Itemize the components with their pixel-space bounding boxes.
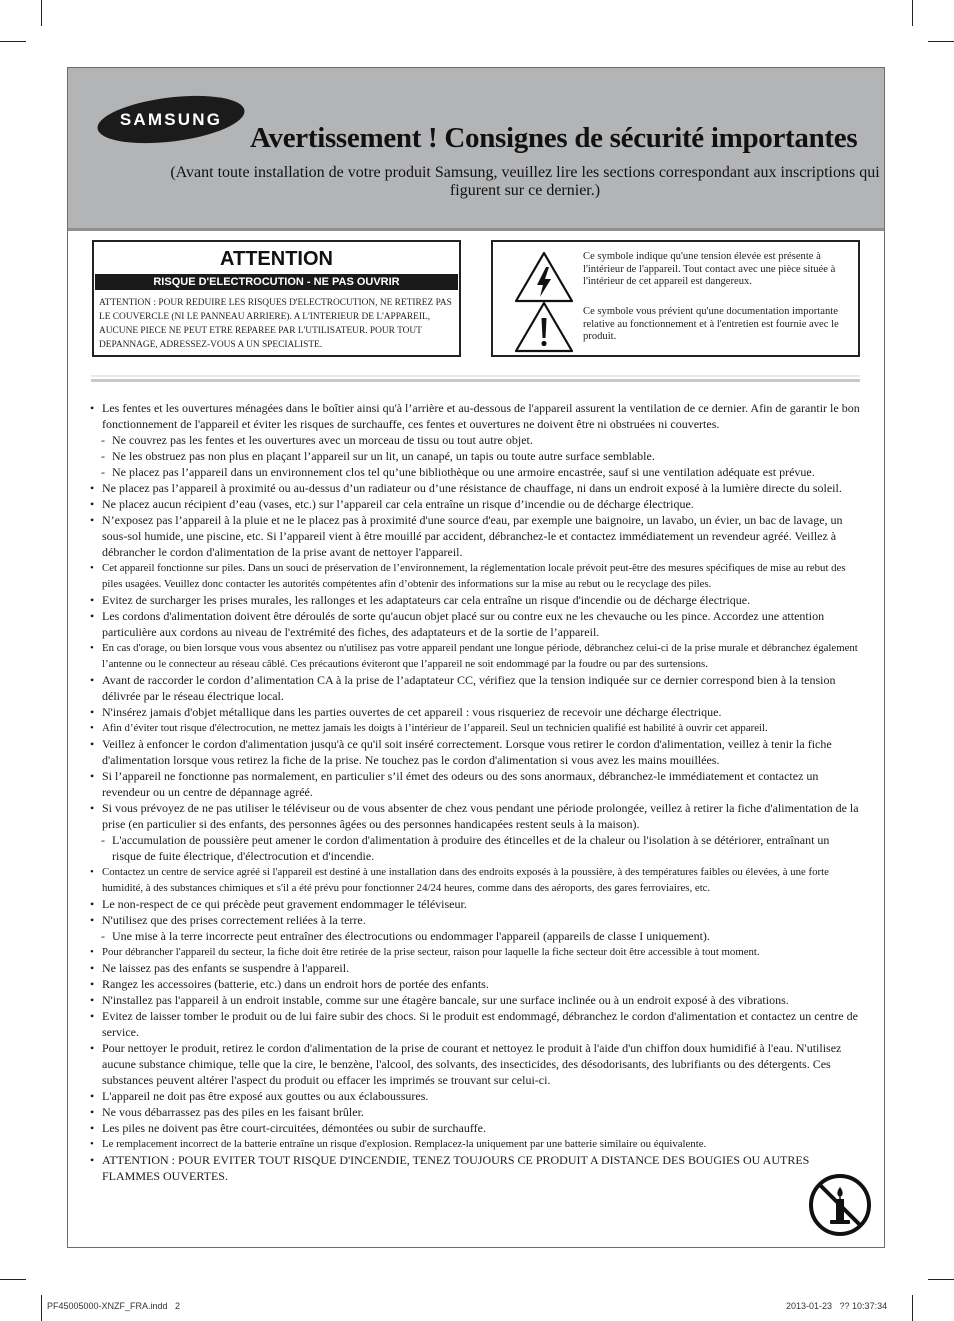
list-item-text: Ne placez aucun récipient d’eau (vases, etc.) sur l’appareil car cela entraîne un risque d’incendie ou de décharge électrique. [102,497,694,511]
list-item-text: Les cordons d'alimentation doivent être déroulés de sorte qu'aucun objet placé sur ou contre eux ne les chevauche ou les pince. Accordez une attention particulière aux cordons au niveau de l'extrémité des fiches, des adaptateurs et de la sortie de l’appareil. [102,609,825,639]
list-item-text: Ne les obstruez pas non plus en plaçant l’appareil sur un lit, un canapé, un tapis ou toute autre surface semblable. [112,449,655,463]
bullet-marker: • [90,737,95,751]
list-item [88,768,860,800]
sub-list-item [88,464,860,480]
list-item-text: En cas d'orage, ou bien lorsque vous vous absentez ou n'utilisez pas votre appareil pendant une longue période, débranchez celui-ci de la prise murale et débranchez également l’antenne ou le connecteur au réseau câblé. Ces précautions éviteront que l’appareil ne soit endommagé par la foudre ou par des surtensions. [102,642,858,670]
list-item-text: Afin d’éviter tout risque d'électrocution, ne mettez jamais les doigts à l’intérieur de l’appareil. Seul un technicien qualifié est habilité à ouvrir cet appareil. [102,722,768,734]
list-item-text: Evitez de laisser tomber le produit ou de lui faire subir des chocs. Si le produit est endommagé, débranchez le cordon d'alimentation et contactez un centre de service. [102,1009,858,1039]
list-item-text: Ne couvrez pas les fentes et les ouvertures avec un morceau de tissu ou tout autre objet. [112,433,533,447]
crop-mark [912,0,913,26]
list-item-text: Pour débrancher l'appareil du secteur, la fiche doit être retirée de la prise secteur, raison pour laquelle la fiche secteur doit être accessible à tout moment. [102,946,760,958]
bullet-marker: • [90,866,94,878]
crop-mark [41,1295,42,1321]
list-item [88,640,860,672]
list-item [88,1136,860,1152]
list-item-text: L'accumulation de poussière peut amener le cordon d'alimentation à produire des étincelles et de la chaleur ou l'isolation à se détériorer, entraînant un risque de fuite électrique, d'électrocution et d'incendie. [112,833,830,863]
list-item-text: Le remplacement incorrect de la batterie entraîne un risque d'explosion. Remplacez-la uniquement par une batterie similaire ou équivalente. [102,1138,707,1150]
attention-body: ATTENTION : POUR REDUIRE LES RISQUES D'ELECTROCUTION, NE RETIREZ PAS LE COUVERCLE (NI LE PANNEAU ARRIERE). A L'INTERIEUR DE L'APPAREIL, AUCUNE PIECE NE PEUT ETRE REPAREE PAR L'UTILISATEUR. POUR TOUT DEPANNAGE, ADRESSEZ-VOUS A UN SPECIALISTE. [99,298,452,350]
exclamation-warning-icon [513,300,575,354]
sub-list-item [88,832,860,864]
sub-list-item [88,432,860,448]
bullet-marker: • [90,1041,95,1055]
list-item [88,800,860,832]
page-title: Avertissement ! Consignes de sécurité importantes [250,122,858,154]
bullet-marker: • [90,562,94,574]
crop-mark [41,0,42,26]
crop-mark [0,1279,26,1280]
list-item-text: N'utilisez que des prises correctement reliées à la terre. [102,913,366,927]
list-item [88,976,860,992]
list-item [88,912,860,928]
crop-mark [912,1295,913,1321]
list-item [88,608,860,640]
bullet-marker: • [90,897,95,911]
bullet-marker: • [90,481,95,495]
bullet-marker: • [90,705,95,719]
lightning-warning-icon [513,250,575,304]
list-item [88,944,860,960]
crop-mark [928,41,954,42]
logo-text: SAMSUNG [119,110,223,129]
crop-mark [0,41,26,42]
list-item-text: Avant de raccorder le cordon d’alimentation CA à la prise de l’adaptateur CC, vérifiez que la tension indiquée sur ce dernier correspond bien à la tension délivrée par le réseau électrique local. [102,673,836,703]
safety-instructions [88,400,860,1184]
list-item [88,896,860,912]
list-item-text: Evitez de surcharger les prises murales, les rallonges et les adaptateurs car cela entraîne un risque d'incendie ou de décharge électrique. [102,593,751,607]
documentation-symbol-text: Ce symbole vous prévient qu'une documentation importante relative au fonctionnement et à l'entretien est fournie avec le produit. [583,306,839,342]
samsung-logo [96,94,246,145]
voltage-symbol-text: Ce symbole indique qu'une tension élevée est présente à l'intérieur de l'appareil. Tout contact avec une pièce située à l'intérieur de cet appareil est dangereux. [583,251,836,287]
list-item-text: Les piles ne doivent pas être court-circuitées, démontées ou subir de surchauffe. [102,1121,486,1135]
symbol-box [491,240,860,357]
list-item-text: Ne vous débarrassez pas des piles en les faisant brûler. [102,1105,364,1119]
list-item-text: Ne laissez pas des enfants se suspendre à l'appareil. [102,961,350,975]
bullet-marker: • [90,801,95,815]
list-item [88,736,860,768]
list-item-text: Si vous prévoyez de ne pas utiliser le téléviseur ou de vous absenter de chez vous pendant une période prolongée, veillez à retirer la fiche d'alimentation de la prise (en particulier si des enfants, des personnes âgées ou des personnes handicapées restent seuls à la maison). [102,801,859,831]
bullet-marker: • [90,609,95,623]
footer-filename: PF45005000-XNZF_FRA.indd 2 [47,1301,181,1311]
list-item [88,672,860,704]
header-rule [68,228,884,231]
bullet-marker: • [90,1121,95,1135]
list-item-text: Cet appareil fonctionne sur piles. Dans un souci de préservation de l’environnement, la réglementation locale prévoit peut-être des mesures spécifiques de mise au rebut des piles usagées. Veuillez donc contacter les autorités compétentes afin d’obtenir des informations sur la mise au rebut ou le recyclage des piles. [102,562,846,590]
bullet-marker: • [90,1089,95,1103]
bullet-marker: • [90,401,95,415]
bullet-marker: • [90,1009,95,1023]
list-item-text: Le non-respect de ce qui précède peut gravement endommager le téléviseur. [102,897,467,911]
dash-marker: - [101,449,105,463]
list-item-text: L'appareil ne doit pas être exposé aux gouttes ou aux éclaboussures. [102,1089,429,1103]
sub-list-item [88,928,860,944]
bullet-marker: • [90,769,95,783]
list-item-text: Rangez les accessoires (batterie, etc.) dans un endroit hors de portée des enfants. [102,977,489,991]
bullet-marker: • [90,913,95,927]
list-item-text: Si l’appareil ne fonctionne pas normalement, en particulier s’il émet des odeurs ou des sons anormaux, débranchez-le immédiatement et contactez un revendeur ou un centre de dépannage agréé. [102,769,819,799]
list-item [88,512,860,560]
bullet-marker: • [90,1138,94,1150]
list-item [88,864,860,896]
no-candle-icon [808,1173,872,1237]
list-item [88,480,860,496]
bullet-marker: • [90,961,95,975]
dash-marker: - [101,833,105,847]
list-item-text: Contactez un centre de service agréé si l'appareil est destiné à une installation dans des endroits exposés à la poussière, à des températures faibles ou élevées, à une forte humidité, à des substances chimiques et s'il a été prévu pour fonctionner 24/24 heures, comme dans des aéroports, des gares ferroviaires, etc. [102,866,829,894]
sub-list-item [88,448,860,464]
attention-box [92,240,461,357]
bullet-marker: • [90,642,94,654]
list-item-text: N’exposez pas l’appareil à la pluie et ne le placez pas à proximité d'une source d'eau, par exemple une baignoire, un lavabo, un évier, un bac de lavage, un sous-sol humide, une piscine, etc. Si l’appareil vient à être mouillé par accident, débranchez-le et contactez immédiatement un revendeur agréé. Veillez à débrancher le cordon d'alimentation de la prise avant de nettoyer l'appareil. [102,513,843,559]
list-item [88,1040,860,1088]
dash-marker: - [101,465,105,479]
list-item-text: Veillez à enfoncer le cordon d'alimentation jusqu'à ce qu'il soit inséré correctement. Lorsque vous retirer le cordon d'alimentation, veillez à tenir la fiche d'alimentation lorsque vous retirez la fiche de la prise. Ne touchez pas le cordon d'alimentation si vous avez les mains mouillées. [102,737,832,767]
bullet-marker: • [90,1105,95,1119]
attention-banner: RISQUE D'ELECTROCUTION - NE PAS OUVRIR [95,274,458,290]
dash-marker: - [101,929,105,943]
list-item-text: ATTENTION : POUR EVITER TOUT RISQUE D'INCENDIE, TENEZ TOUJOURS CE PRODUIT A DISTANCE DES BOUGIES OU AUTRES FLAMMES OUVERTES. [102,1153,810,1183]
section-divider [91,375,860,385]
list-item-text: Ne placez pas l’appareil à proximité ou au-dessus d’un radiateur ou d’une résistance de chauffage, ni dans un endroit exposé à la lumière directe du soleil. [102,481,842,495]
list-item [88,992,860,1008]
list-item [88,1152,860,1184]
list-item [88,1088,860,1104]
list-item [88,1104,860,1120]
attention-title: ATTENTION [220,248,333,270]
list-item [88,592,860,608]
list-item [88,960,860,976]
page-subtitle: (Avant toute installation de votre produit Samsung, veuillez lire les sections correspondant aux inscriptions qui figurent sur ce dernier.) [170,164,880,199]
bullet-marker: • [90,1153,95,1167]
list-item [88,400,860,432]
bullet-marker: • [90,977,95,991]
list-item-text: N'installez pas l'appareil à un endroit instable, comme sur une étagère bancale, sur une surface inclinée ou à un endroit exposé à des vibrations. [102,993,789,1007]
bullet-marker: • [90,497,95,511]
crop-mark [928,1279,954,1280]
footer-timestamp: 2013-01-23 ?? 10:37:34 [786,1301,888,1311]
list-item-text: N'insérez jamais d'objet métallique dans les parties ouvertes de cet appareil : vous risqueriez de recevoir une décharge électrique. [102,705,722,719]
bullet-marker: • [90,513,95,527]
dash-marker: - [101,433,105,447]
bullet-marker: • [90,722,94,734]
list-item-text: Ne placez pas l’appareil dans un environnement clos tel qu’une bibliothèque ou une armoire encastrée, sauf si une ventilation adéquate est prévue. [112,465,815,479]
bullet-marker: • [90,993,95,1007]
list-item [88,560,860,592]
list-item-text: Pour nettoyer le produit, retirez le cordon d'alimentation de la prise de courant et nettoyez le produit à l'aide d'un chiffon doux humidifié à l'eau. N'utilisez aucune substance chimique, telle que la cire, le benzène, l'alcool, des solvants, des insecticides, des désodorisants, des lubrifiants ou des détergents. Ces substances peuvent altérer l'aspect du produit ou effacer les imprimés se trouvant sur celui-ci. [102,1041,842,1087]
list-item [88,496,860,512]
bullet-marker: • [90,673,95,687]
bullet-marker: • [90,946,94,958]
list-item-text: Une mise à la terre incorrecte peut entraîner des électrocutions ou endommager l'appareil (appareils de classe I uniquement). [112,929,710,943]
list-item [88,1008,860,1040]
list-item [88,1120,860,1136]
list-item [88,704,860,720]
list-item [88,720,860,736]
list-item-text: Les fentes et les ouvertures ménagées dans le boîtier ainsi qu'à l’arrière et au-dessous de l'appareil assurent la ventilation de ce dernier. Afin de garantir le bon fonctionnement de l'appareil et éviter les risques de surchauffe, ces fentes et ouvertures ne doivent être ni obstruées ni couvertes. [102,401,860,431]
bullet-marker: • [90,593,95,607]
